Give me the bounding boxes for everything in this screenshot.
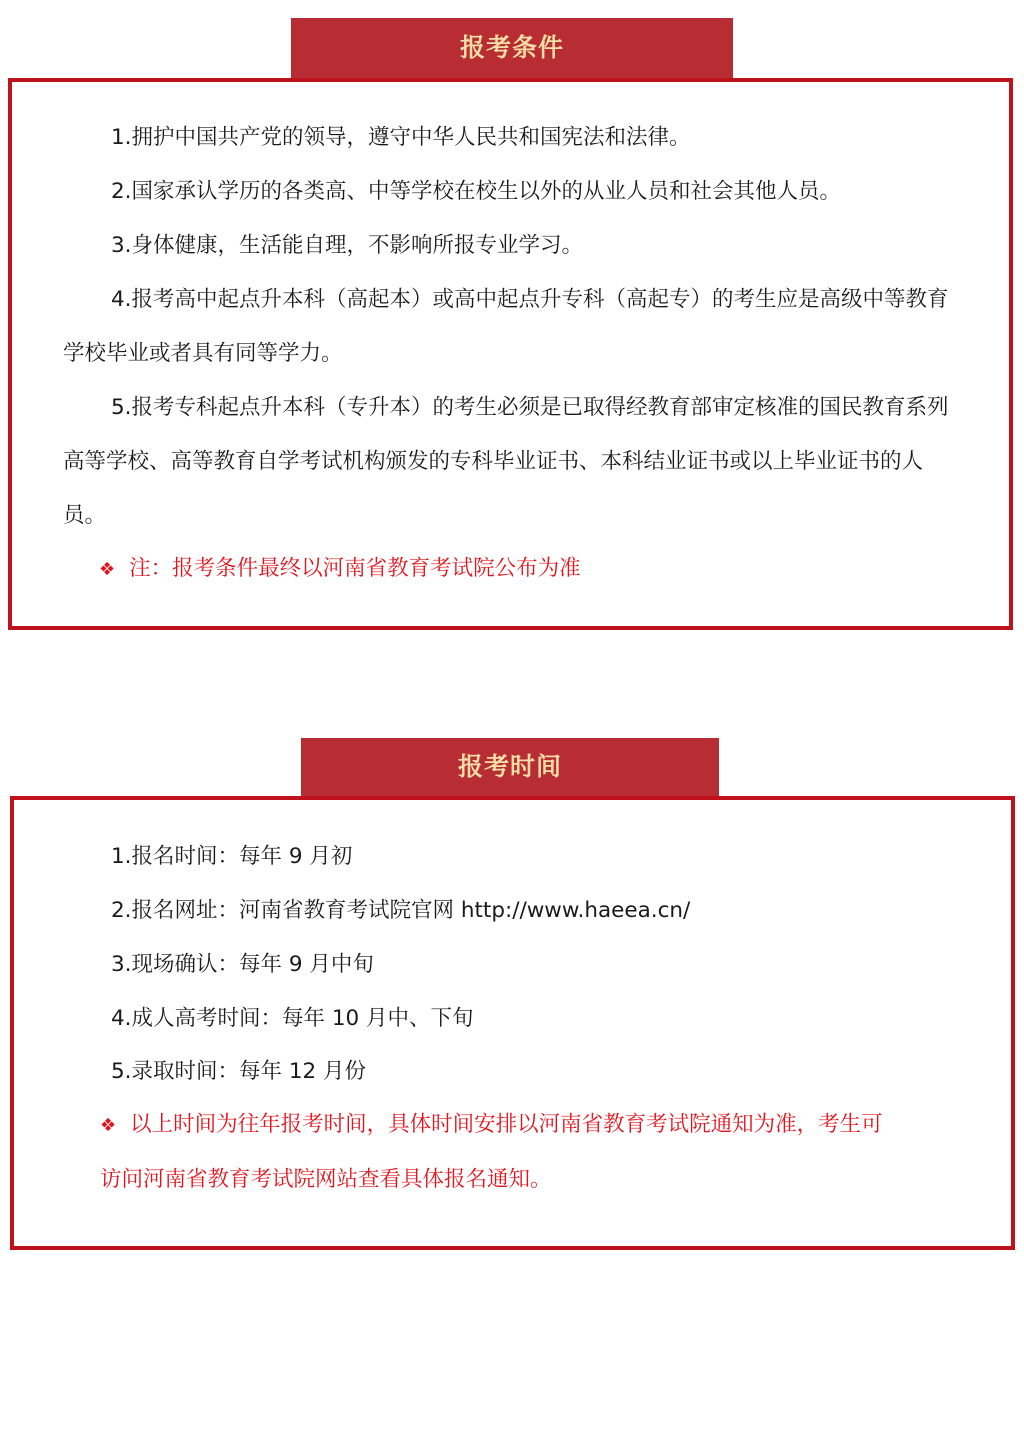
schedule-note [100, 1098, 900, 1207]
schedule-item-2: 2.报名网址：河南省教育考试院官网 http://www.haeea.cn/ [111, 898, 691, 923]
schedule-item-1: 1.报名时间：每年 9 月初 [111, 844, 353, 869]
schedule-note-text: 以上时间为往年报考时间，具体时间安排以河南省教育考试院通知为准，考生可访问河南省教育考试院网站查看具体报名通知。 [100, 1112, 883, 1192]
section-title-requirements: 报考条件 [291, 18, 733, 78]
schedule-item-5: 5.录取时间：每年 12 月份 [111, 1059, 367, 1084]
requirement-item-2: 2.国家承认学历的各类高、中等学校在校生以外的从业人员和社会其他人员。 [111, 179, 842, 204]
requirements-note [99, 542, 581, 597]
diamond-bullet-icon: ❖ [99, 559, 116, 580]
section-title-schedule: 报考时间 [301, 738, 719, 796]
schedule-item-3: 3.现场确认：每年 9 月中旬 [111, 952, 374, 977]
requirement-item-1: 1.拥护中国共产党的领导，遵守中华人民共和国宪法和法律。 [111, 125, 691, 150]
requirement-item-4: 4.报考高中起点升本科（高起本）或高中起点升专科（高起专）的考生应是高级中等教育学校毕业或者具有同等学力。 [63, 287, 949, 366]
diamond-bullet-icon: ❖ [100, 1115, 117, 1136]
requirements-note-text: 注：报考条件最终以河南省教育考试院公布为准 [129, 556, 581, 581]
requirement-item-5: 5.报考专科起点升本科（专升本）的考生必须是已取得经教育部审定核准的国民教育系列高等学校、高等教育自学考试机构颁发的专科毕业证书、本科结业证书或以上毕业证书的人员。 [63, 395, 949, 528]
requirement-item-3: 3.身体健康，生活能自理，不影响所报专业学习。 [111, 233, 584, 258]
schedule-item-4: 4.成人高考时间：每年 10 月中、下旬 [111, 1006, 474, 1031]
